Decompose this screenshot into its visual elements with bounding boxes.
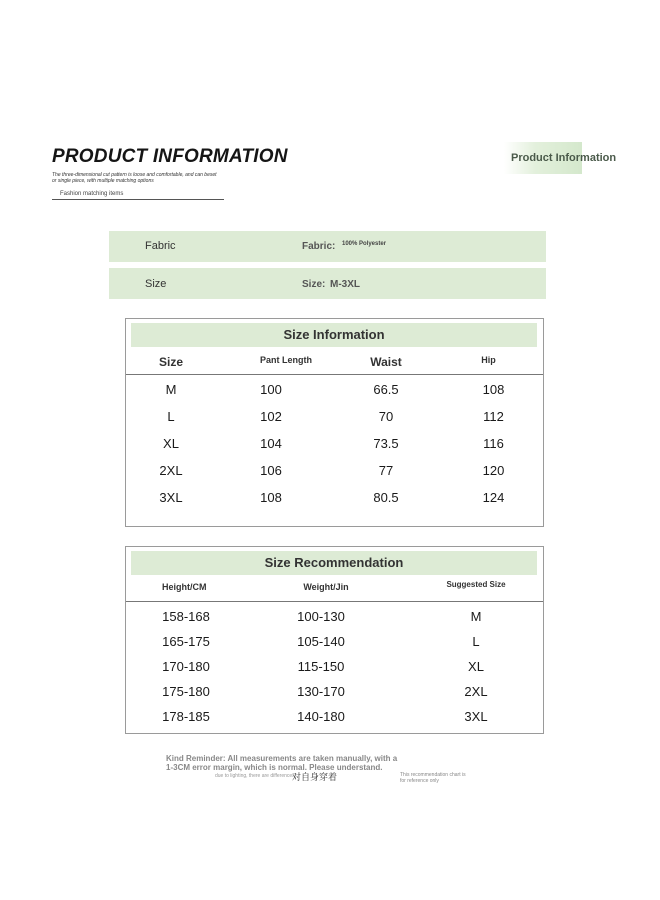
table-cell: XL <box>468 659 484 674</box>
header-divider <box>52 199 224 200</box>
table-cell: 158-168 <box>162 609 210 624</box>
table-cell: 115-150 <box>297 659 345 674</box>
table-cell: 112 <box>483 409 504 424</box>
table-cell: 120 <box>482 463 505 478</box>
table-cell: 124 <box>482 490 505 505</box>
page-title: PRODUCT INFORMATION <box>52 146 288 167</box>
footer-small-right: This recommendation chart is for reference only <box>400 772 466 784</box>
size-key: Size: <box>302 279 326 290</box>
table-cell: 178-185 <box>162 709 210 724</box>
table-cell: 77 <box>378 463 394 478</box>
table-cell: L <box>167 409 175 424</box>
table-cell: 116 <box>483 436 504 451</box>
size-information-table <box>125 318 544 527</box>
kind-reminder-line2: 1-3CM error margin, which is normal. Please understand. <box>166 763 383 772</box>
kind-reminder-line1: Kind Reminder: All measurements are taken manually, with a <box>166 754 398 763</box>
table-cell: 105-140 <box>297 634 345 649</box>
table-cell: 2XL <box>464 684 488 699</box>
table-cell: 66.5 <box>373 382 399 397</box>
table-cell: 3XL <box>159 490 183 505</box>
table-cell: 104 <box>260 436 282 451</box>
fabric-key: Fabric: <box>302 241 336 252</box>
table-cell: 175-180 <box>162 684 210 699</box>
col-header-height: Height/CM <box>162 582 207 592</box>
col-header-weight: Weight/Jin <box>303 582 349 592</box>
table-cell: 100 <box>260 382 282 397</box>
table-cell: 108 <box>260 490 282 505</box>
size-information-header <box>131 323 537 347</box>
table-header-divider <box>126 601 543 602</box>
size-label: Size <box>145 278 167 290</box>
fabric-label: Fabric <box>145 240 176 252</box>
table-cell: 102 <box>260 409 282 424</box>
footer-center-text: 对自身穿着 <box>292 772 338 782</box>
table-cell: 2XL <box>159 463 183 478</box>
fashion-tag: Fashion matching items <box>60 191 124 197</box>
table-cell: 108 <box>482 382 505 397</box>
col-header-pant-length: Pant Length <box>260 355 312 365</box>
table-cell: 130-170 <box>297 684 345 699</box>
size-recommendation-title: Size Recommendation <box>264 555 404 570</box>
size-range-value: M-3XL <box>330 279 360 290</box>
table-cell: M <box>470 609 482 624</box>
table-cell: XL <box>163 436 179 451</box>
table-cell: 165-175 <box>162 634 210 649</box>
col-header-waist: Waist <box>370 355 402 369</box>
table-cell: 106 <box>260 463 282 478</box>
size-recommendation-header <box>131 551 537 575</box>
col-header-size: Size <box>158 355 183 369</box>
table-cell: 70 <box>378 409 394 424</box>
table-cell: 170-180 <box>162 659 210 674</box>
table-cell: M <box>165 382 177 397</box>
product-info-badge: Product Information <box>511 152 617 164</box>
product-description: The three-dimensional cut pattern is loose and comfortable, and can beset or single piece, with multiple matching options <box>52 172 217 184</box>
table-cell: 80.5 <box>373 490 399 505</box>
col-header-suggested-size: Suggested Size <box>446 580 506 589</box>
table-cell: 3XL <box>464 709 488 724</box>
fabric-value: 100% Polyester <box>342 241 387 247</box>
table-cell: 140-180 <box>297 709 345 724</box>
footer-small-left: due to lighting, there are differences <box>215 773 295 779</box>
col-header-hip: Hip <box>481 355 496 365</box>
size-recommendation-table <box>125 546 544 734</box>
size-information-title: Size Information <box>283 327 385 342</box>
table-cell: L <box>472 634 480 649</box>
size-bar <box>109 268 546 299</box>
table-cell: 100-130 <box>297 609 345 624</box>
table-header-divider <box>126 374 543 375</box>
table-cell: 73.5 <box>373 436 399 451</box>
